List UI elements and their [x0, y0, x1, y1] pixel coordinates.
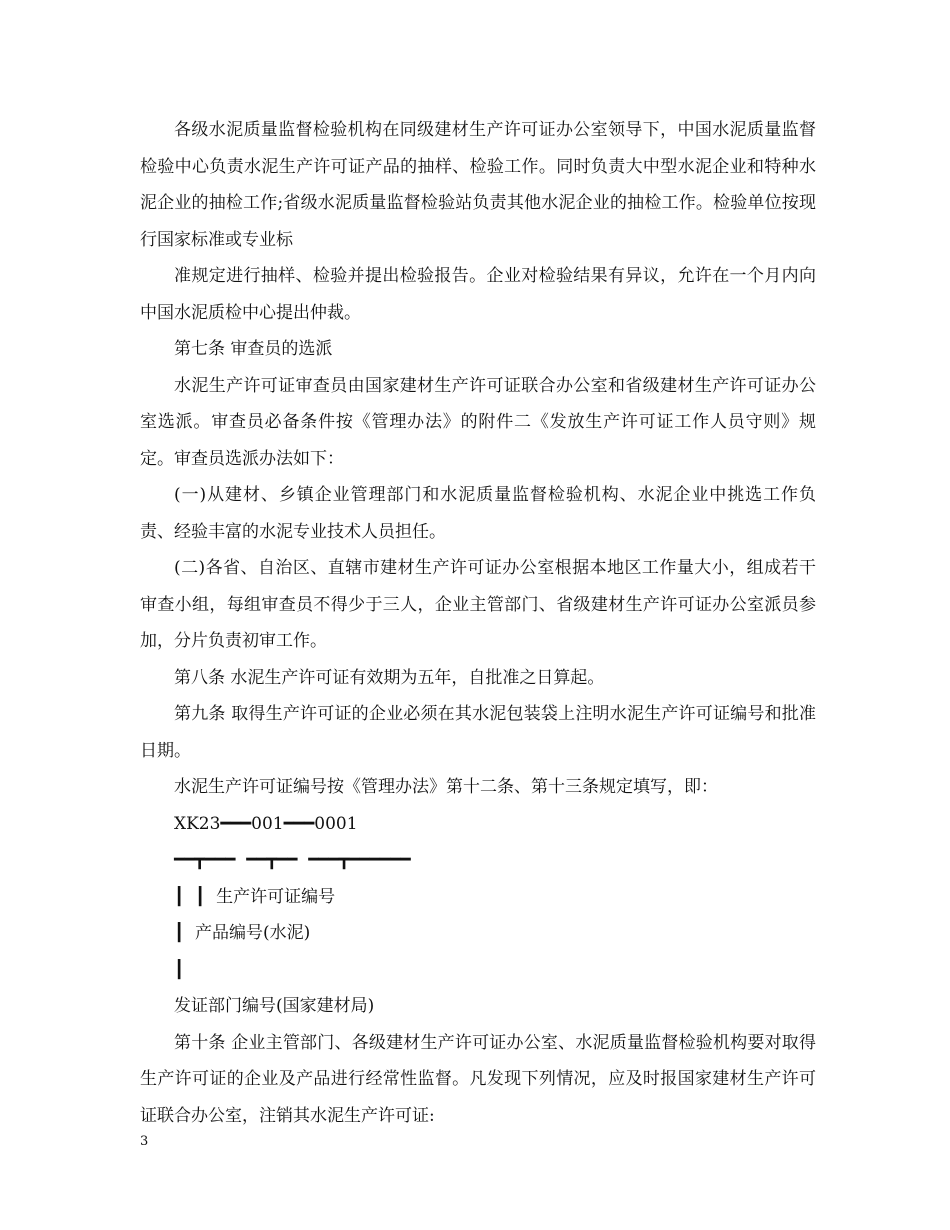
license-code-label-issuer: 发证部门编号(国家建材局) [174, 996, 375, 1016]
document-body [140, 112, 816, 1134]
paragraph-license-number-rule: 水泥生产许可证编号按《管理办法》第十二条、第十三条规定填写，即： [174, 777, 718, 797]
article-9: 第九条 取得生产许可证的企业必须在其水泥包装袋上注明水泥生产许可证编号和批准日期。 [140, 704, 816, 761]
paragraph-item-2: (二)各省、自治区、直辖市建材生产许可证办公室根据本地区工作量大小，组成若干审查小组，每组审查员不得少于三人，企业主管部门、省级建材生产许可证办公室派员参加，分片负责初审工作。 [140, 558, 816, 651]
paragraph-reviewer-selection: 水泥生产许可证审查员由国家建材生产许可证联合办公室和省级建材生产许可证办公室选派。审查员必备条件按《管理办法》的附件二《发放生产许可证工作人员守则》规定。审查员选派办法如下： [140, 375, 816, 469]
page-number: 3 [140, 1134, 149, 1149]
paragraph-inspection-agencies: 各级水泥质量监督检验机构在同级建材生产许可证办公室领导下，中国水泥质量监督检验中心负责水泥生产许可证产品的抽样、检验工作。同时负责大中型水泥企业和特种水泥企业的抽检工作;省级水泥质量监督检验站负责其他水泥企业的抽检工作。检验单位按现行国家标准或专业标 [140, 120, 816, 250]
license-code-example: XK23━━━001━━━0001 [174, 813, 358, 834]
license-code-label-serial: ┃ ┃ 生产许可证编号 [174, 886, 336, 907]
article-7-heading: 第七条 审查员的选派 [174, 339, 333, 359]
license-code-bracket-line: ━━┳━━━ ━━┳━━ ━━━┳━━━━━━ [174, 850, 411, 870]
paragraph-sampling-standard: 准规定进行抽样、检验并提出检验报告。企业对检验结果有异议，允许在一个月内向中国水泥质检中心提出仲裁。 [140, 266, 816, 323]
paragraph-item-1: (一)从建材、乡镇企业管理部门和水泥质量监督检验机构、水泥企业中挑选工作负责、经验丰富的水泥专业技术人员担任。 [140, 485, 816, 542]
license-code-connector: ┃ [174, 959, 185, 980]
article-10: 第十条 企业主管部门、各级建材生产许可证办公室、水泥质量监督检验机构要对取得生产许可证的企业及产品进行经常性监督。凡发现下列情况，应及时报国家建材生产许可证联合办公室，注销其水泥生产许可证: [140, 1032, 816, 1126]
license-code-label-product: ┃ 产品编号(水泥) [174, 923, 311, 943]
article-8: 第八条 水泥生产许可证有效期为五年，自批准之日算起。 [174, 667, 605, 688]
